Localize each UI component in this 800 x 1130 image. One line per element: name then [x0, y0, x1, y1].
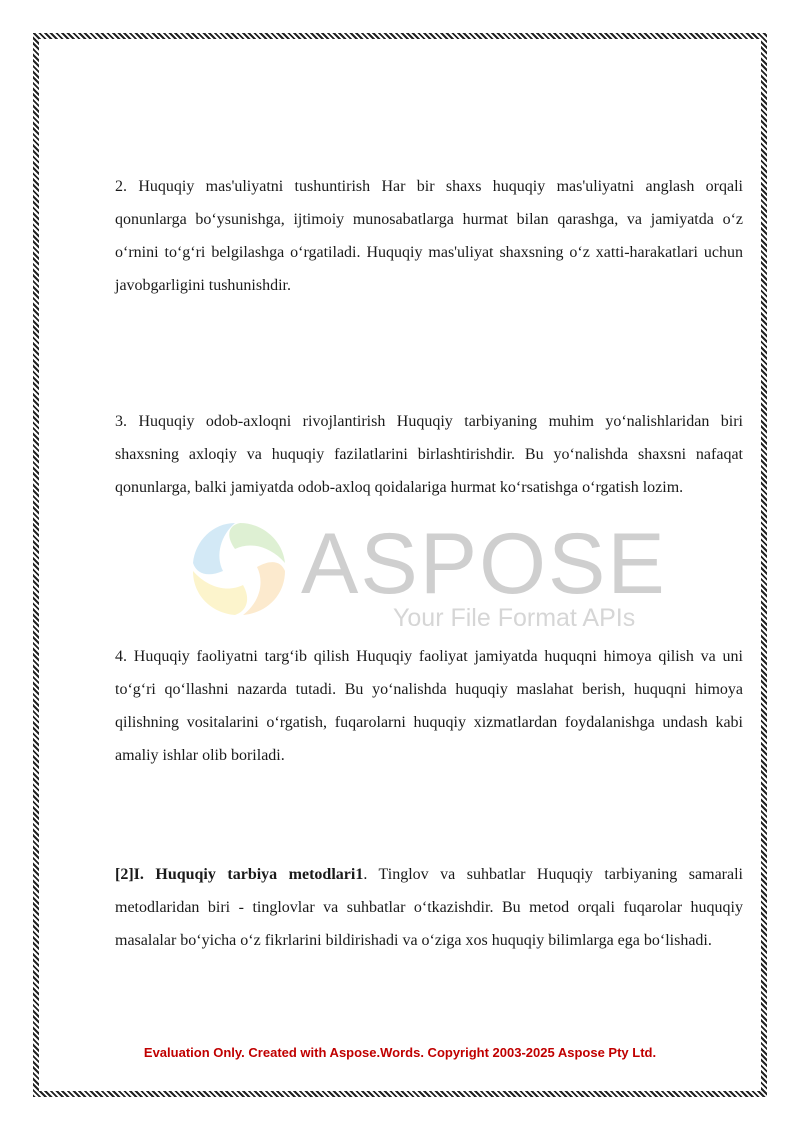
watermark-text: ASPOSE: [301, 516, 667, 612]
paragraph-text: . Tinglov va suhbatlar Huquqiy tarbiyaning samarali metodlaridan biri - tinglovlar va suhbatlar o‘tkazishdir. Bu metod orqali fuqarolar huquqiy masalalar bo‘yicha o‘z fikrlarini bildirishadi va o‘ziga xos huquqiy bilimlarga ega bo‘lishadi.: [115, 866, 744, 949]
watermark-subtitle: Your File Format APIs: [393, 604, 636, 632]
aspose-watermark: [185, 515, 685, 640]
paragraph: [115, 858, 743, 957]
aspose-swirl-icon: [185, 515, 295, 620]
section-heading: [2]I. Huquqiy tarbiya metodlari1: [115, 866, 364, 883]
paragraph: 2. Huquqiy mas'uliyatni tushuntirish Har bir shaxs huquqiy mas'uliyatni anglash orqali qonunlarga bo‘ysunishga, ijtimoiy munosabatlarga hurmat bilan qarashga, va jamiyatda o‘z o‘rnini to‘g‘ri belgilashga o‘rgatiladi. Huquqiy mas'uliyat shaxsning o‘z xatti-harakatlari uchun javobgarligini tushunishdir.: [115, 178, 743, 294]
paragraph: 4. Huquqiy faoliyatni targ‘ib qilish Huquqiy faoliyat jamiyatda huquqni himoya qilish va uni to‘g‘ri qo‘llashni nazarda tutadi. Bu yo‘nalishda huquqiy maslahat berish, huquqni himoya qilishning vositalarini o‘rgatish, fuqarolarni huquqiy xizmatlardan foydalanishga undash kabi amaliy ishlar olib boriladi.: [115, 648, 743, 764]
evaluation-footer: Evaluation Only. Created with Aspose.Words. Copyright 2003-2025 Aspose Pty Ltd.: [143, 1045, 657, 1060]
paragraph: 3. Huquqiy odob-axloqni rivojlantirish Huquqiy tarbiyaning muhim yo‘nalishlaridan biri shaxsning axloqiy va huquqiy fazilatlarini birlashtirishdir. Bu yo‘nalishda shaxsni nafaqat qonunlarga, balki jamiyatda odob-axloq qoidalariga hurmat ko‘rsatishga o‘rgatish lozim.: [115, 413, 743, 496]
